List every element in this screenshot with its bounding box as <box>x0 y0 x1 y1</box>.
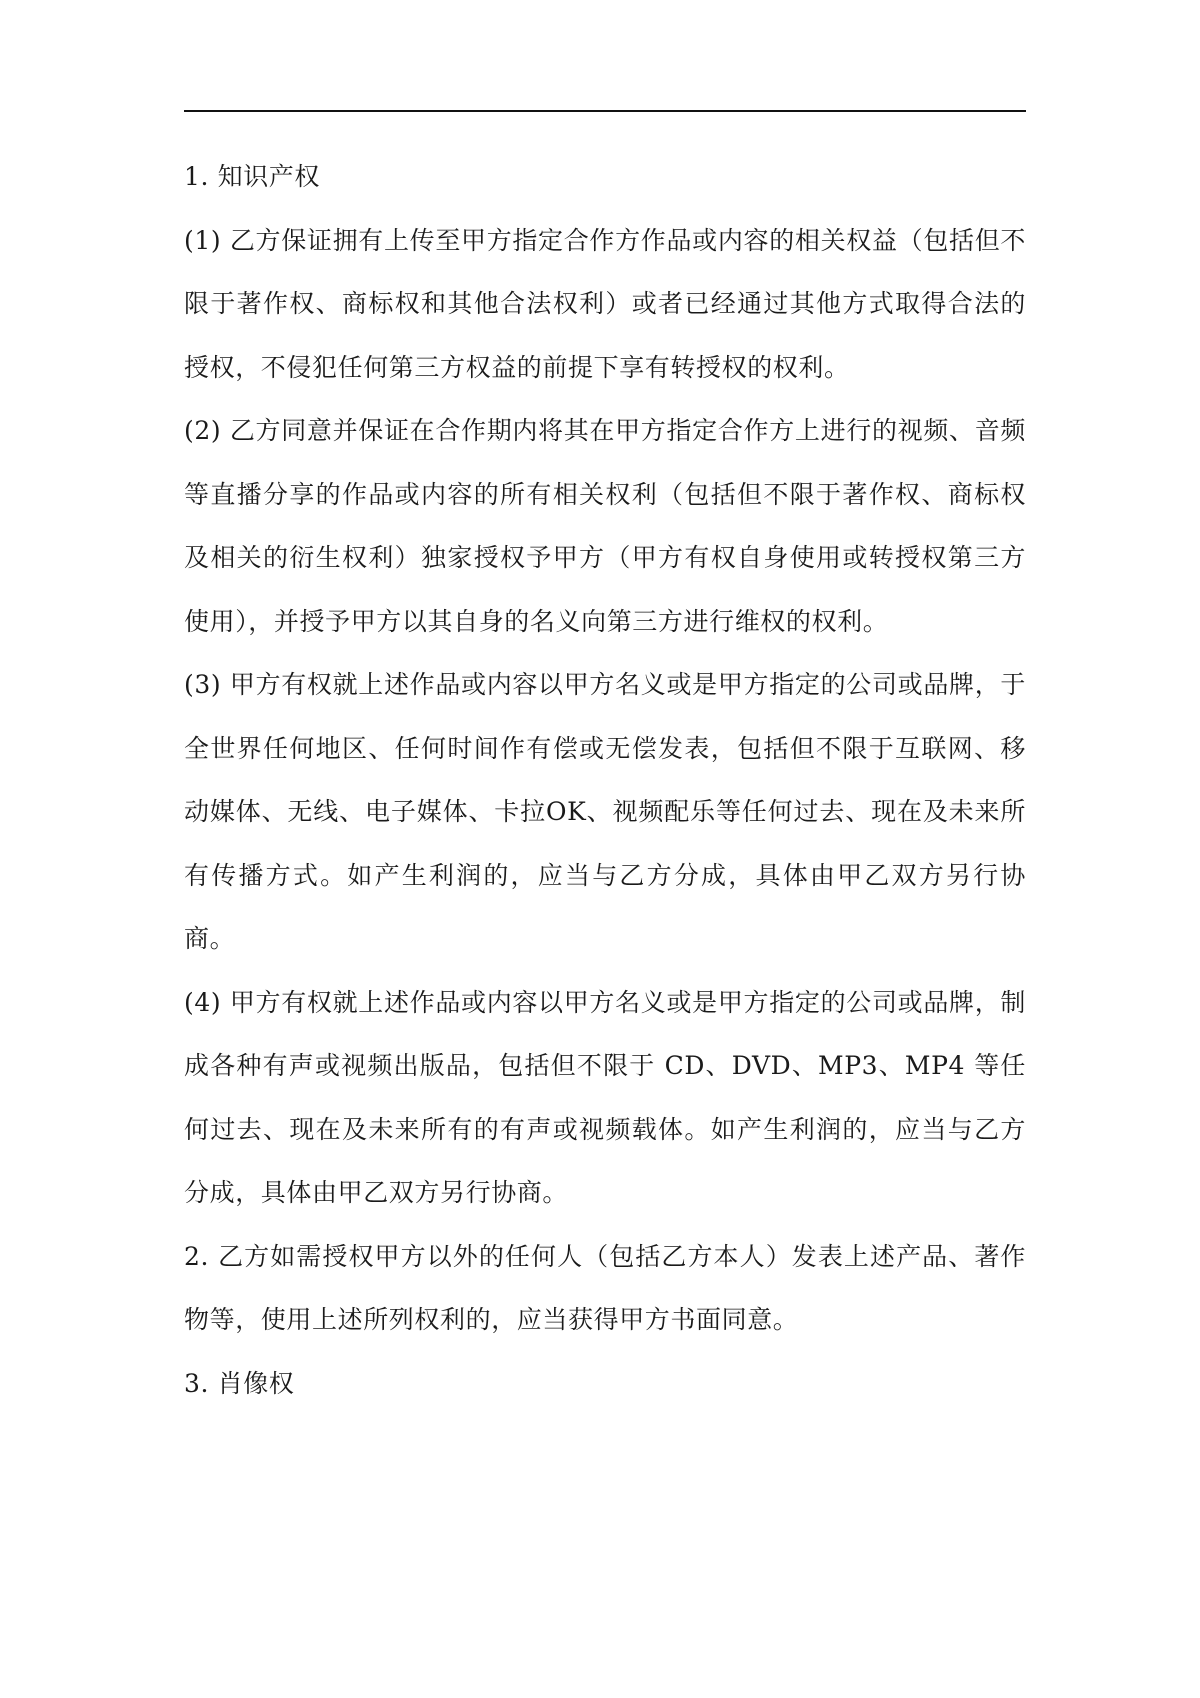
section-2-authorization-consent: 2. 乙方如需授权甲方以外的任何人（包括乙方本人）发表上述产品、著作物等，使用上述所列权利的，应当获得甲方书面同意。 <box>184 1241 1026 1334</box>
section-heading-portrait-rights: 3. 肖像权 <box>184 1368 295 1398</box>
clause-4-audio-video-products: (4) 甲方有权就上述作品或内容以甲方名义或是甲方指定的公司或品牌，制成各种有声或视频出版品，包括但不限于 CD、DVD、MP3、MP4 等任何过去、现在及未来所有的有声或视频载体。如产生利润的，应当与乙方分成，具体由甲乙双方另行协商。 <box>184 987 1026 1207</box>
clause-2-exclusive-license: (2) 乙方同意并保证在合作期内将其在甲方指定合作方上进行的视频、音频等直播分享的作品或内容的所有相关权利（包括但不限于著作权、商标权及相关的衍生权利）独家授权予甲方（甲方有权自身使用或转授权第三方使用），并授予甲方以其自身的名义向第三方进行维权的权利。 <box>184 416 1026 636</box>
document-body <box>184 145 1026 1415</box>
section-heading-ip: 1. 知识产权 <box>184 162 320 191</box>
clause-1-rights-guarantee: (1) 乙方保证拥有上传至甲方指定合作方作品或内容的相关权益（包括但不限于著作权、商标权和其他合法权利）或者已经通过其他方式取得合法的授权，不侵犯任何第三方权益的前提下享有转授权的权利。 <box>184 225 1026 382</box>
header-rule <box>184 110 1026 112</box>
clause-3-publication-rights: (3) 甲方有权就上述作品或内容以甲方名义或是甲方指定的公司或品牌，于全世界任何地区、任何时间作有偿或无偿发表，包括但不限于互联网、移动媒体、无线、电子媒体、卡拉OK、视频配乐等任何过去、现在及未来所有传播方式。如产生利润的，应当与乙方分成，具体由甲乙双方另行协商。 <box>184 670 1026 953</box>
